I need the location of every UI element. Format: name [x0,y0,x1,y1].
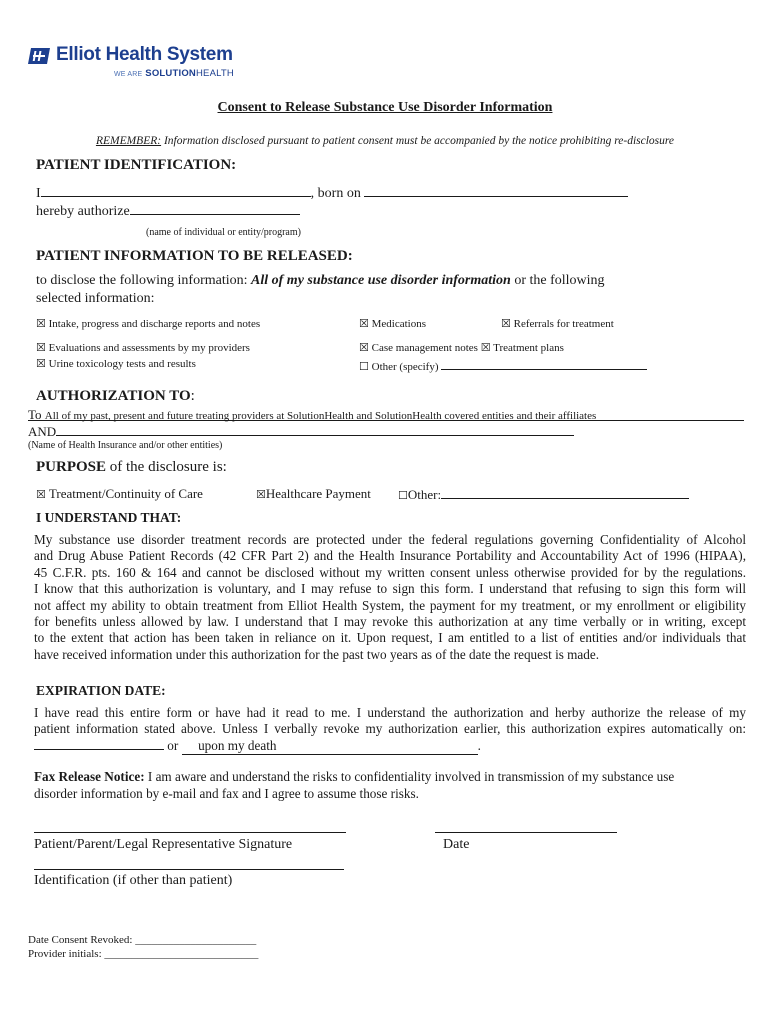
provider-initials: Provider initials: ____________________________ [28,948,259,960]
empty-box-icon: ☐ [359,360,369,373]
patient-signature-label: Patient/Parent/Legal Representative Signature [34,837,293,852]
patient-name-line: I , born on [36,184,628,202]
signature-date-field[interactable] [435,832,617,833]
patient-identification-heading: PATIENT IDENTIFICATION: [36,157,237,173]
checkbox-urine-toxicology[interactable]: ☒ Urine toxicology tests and results [36,357,196,370]
date-consent-revoked: Date Consent Revoked: ______________________ [28,934,257,946]
checked-box-icon: ☒ [256,488,266,501]
patient-signature-field[interactable] [34,832,346,833]
checkbox-intake-reports[interactable]: ☒ Intake, progress and discharge reports and notes [36,317,261,330]
purpose-payment-option[interactable]: ☒Healthcare Payment [256,486,371,501]
authorized-entity-note: (name of individual or entity/program) [146,227,301,238]
checkbox-referrals[interactable]: ☒ Referrals for treatment [501,317,614,330]
information-released-heading: PATIENT INFORMATION TO BE RELEASED: [36,248,353,264]
authorize-line: hereby authorize [36,202,300,220]
checkbox-case-management[interactable]: ☒ Case management notes ☒ Treatment plans [359,341,564,354]
checkbox-evaluations[interactable]: ☒ Evaluations and assessments by my providers [36,341,250,354]
understand-paragraph: My substance use disorder treatment records are protected under the federal regulations governing Confidentiality of Alcohol and Drug Abuse Patient Records (42 CFR Part 2) and the Health Insurance Portability and Accountability Act of 1996 (HIPAA), 45 C.F.R. pts. 160 & 164 and cannot be disclosed without my written consent unless otherwise provided for by the regulations. I know that this authorization is voluntary, and I may refuse to sign this form. I understand that refusing to sign this form will not affect my ability to obtain treatment from Elliot Health System, the payment for my treatment, or my enrollment or eligibility for benefits unless allowed by law. I understand that I may revoke this authorization at any time verbally or in writing, except to the extent that action has been taken in reliance on it. Upon request, I am entitled to a list of entities and/or individuals that have received information under this authorization for the past two years as of the date the request is made. [34,532,746,662]
fax-notice-line-2: disorder information by e-mail and fax and I agree to assume those risks. [34,786,419,801]
checkbox-medications[interactable]: ☒ Medications [359,317,427,330]
authorization-to-field[interactable]: To All of my past, present and future treating providers at SolutionHealth and SolutionHealth covered entities and their affiliates [28,406,744,421]
purpose-treatment-option[interactable]: ☒ Treatment/Continuity of Care [36,486,203,501]
expiration-date-field[interactable] [34,737,164,750]
signature-date-label: Date [443,837,470,852]
authorization-and-line: AND [28,423,574,440]
checked-box-icon: ☒ [36,357,46,370]
purpose-heading: PURPOSE of the disclosure is: [36,459,227,475]
authorized-entity-field[interactable] [130,202,300,215]
expiration-date-line: or upon my death . [34,737,481,755]
purpose-other-field[interactable] [441,486,689,499]
remember-notice: REMEMBER: Information disclosed pursuant to patient consent must be accompanied by the notice prohibiting re-disclosure [95,135,675,147]
empty-box-icon: ☐ [398,489,408,502]
other-specify-field[interactable] [441,357,647,370]
authorization-and-field[interactable] [56,423,574,436]
purpose-other-option[interactable]: ☐Other: [398,486,689,503]
identification-label: Identification (if other than patient) [34,873,233,888]
disclose-line-2: selected information: [36,291,155,306]
checked-box-icon: ☒ [359,317,369,330]
authorization-heading: AUTHORIZATION TO: [36,388,195,404]
expiration-heading: EXPIRATION DATE: [36,683,166,698]
elliot-logo-mark-icon [28,48,50,64]
understand-heading: I UNDERSTAND THAT: [36,510,182,525]
identification-field[interactable] [34,869,344,870]
checked-box-icon: ☒ [36,341,46,354]
expiration-event-field[interactable]: upon my death [182,738,478,755]
fax-notice-line-1: Fax Release Notice: I am aware and understand the risks to confidentiality involved in transmission of my substance use [34,769,675,784]
checked-box-icon: ☒ [480,341,491,354]
form-title: Consent to Release Substance Use Disorder Information [217,100,553,115]
logo-name: Elliot Health System [56,44,233,65]
checked-box-icon: ☒ [501,317,511,330]
insurance-note: (Name of Health Insurance and/or other entities) [28,440,223,451]
expiration-paragraph: I have read this entire form or have had it read to me. I understand the authorization and herby authorize the release of my patient information stated above. Unless I verbally revoke my authorization earlier, this authorization expires automatically on: [34,705,746,737]
checked-box-icon: ☒ [36,488,46,501]
disclose-line-1: to disclose the following information: All of my substance use disorder information or the following [36,273,605,288]
checkbox-other-specify[interactable]: ☐ Other (specify) [359,357,647,373]
logo-tagline: WE ARE SOLUTIONHEALTH [114,68,234,79]
patient-name-field[interactable] [41,184,311,197]
checked-box-icon: ☒ [359,341,369,354]
birth-date-field[interactable] [364,184,628,197]
checked-box-icon: ☒ [36,317,46,330]
